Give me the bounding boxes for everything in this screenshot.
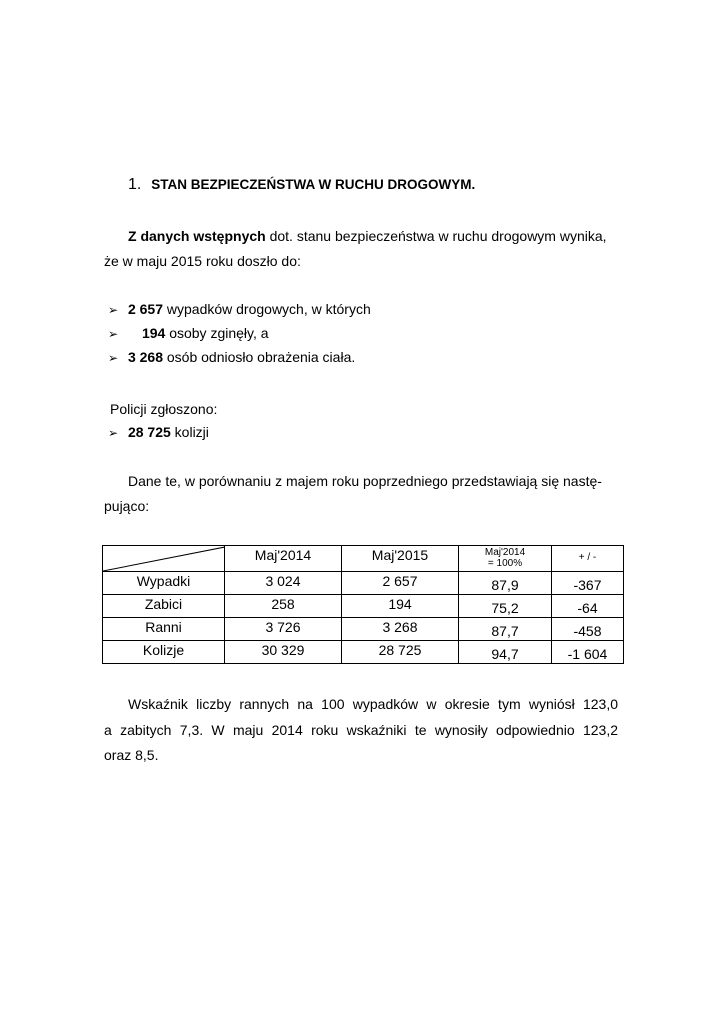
cell-2015: 194 (342, 595, 459, 618)
cell-diff: -458 (552, 618, 624, 641)
intro-line-1 (128, 224, 607, 248)
header-may-2014: Maj'2014 (225, 546, 342, 572)
table-row (103, 572, 624, 595)
cell-2014: 3 024 (225, 572, 342, 595)
row-label: Kolizje (103, 641, 225, 664)
stat-text: osób odniosło obrażenia ciała. (163, 349, 356, 365)
intro-line-1-rest: dot. stanu bezpieczeństwa w ruchu drogowym wynika, (265, 228, 607, 244)
summary-line-2: a zabitych 7,3. W maju 2014 roku wskaźniki te wynosiły odpowiednio 123,2 (104, 722, 618, 738)
header-may-2015: Maj'2015 (342, 546, 459, 572)
stat-value: 3 268 (127, 349, 163, 365)
diagonal-header-cell (103, 546, 225, 572)
cell-percent: 75,2 (459, 595, 552, 618)
heading-text: STAN BEZPIECZEŃSTWA W RUCHU DROGOWYM. (151, 177, 476, 192)
stat-value: 2 657 (127, 301, 163, 317)
table-row (103, 641, 624, 664)
cell-diff: -1 604 (552, 641, 624, 664)
cell-percent: 94,7 (459, 641, 552, 664)
comparison-line-2: pująco: (104, 498, 150, 514)
cell-2014: 258 (225, 595, 342, 618)
arrow-bullet-icon: ➢ (108, 351, 119, 365)
stat-text: osoby zginęły, a (165, 325, 269, 341)
cell-diff: -64 (552, 595, 624, 618)
header-percent-line-1: Maj'2014 (484, 547, 526, 558)
stat-item-accidents (108, 297, 371, 322)
section-heading (128, 176, 475, 194)
cell-2015: 3 268 (342, 618, 459, 641)
cell-percent: 87,7 (459, 618, 552, 641)
cell-percent: 87,9 (459, 572, 552, 595)
police-label: Policji zgłoszono: (110, 401, 218, 417)
comparison-line-1: Dane te, w porównaniu z majem roku poprzedniego przedstawiają się nastę- (128, 473, 602, 489)
stat-item-killed (108, 321, 269, 346)
police-text: kolizji (170, 424, 209, 440)
header-percent (459, 546, 552, 572)
header-difference: + / - (552, 546, 624, 572)
arrow-bullet-icon: ➢ (108, 327, 119, 341)
intro-line-2: że w maju 2015 roku doszło do: (104, 253, 301, 269)
row-label: Ranni (103, 618, 225, 641)
police-item (108, 420, 209, 445)
row-label: Zabici (103, 595, 225, 618)
cell-2014: 3 726 (225, 618, 342, 641)
intro-bold-lead: Z danych wstępnych (128, 228, 266, 244)
row-label: Wypadki (103, 572, 225, 595)
stat-item-injured (108, 345, 355, 370)
cell-diff: -367 (552, 572, 624, 595)
summary-line-3: oraz 8,5. (104, 747, 159, 763)
cell-2014: 30 329 (225, 641, 342, 664)
table-row (103, 618, 624, 641)
cell-2015: 2 657 (342, 572, 459, 595)
diagonal-line (103, 546, 225, 572)
arrow-bullet-icon: ➢ (108, 303, 119, 317)
stat-value: 194 (141, 325, 166, 341)
table-header-row (103, 546, 624, 572)
table-row (103, 595, 624, 618)
stat-text: wypadków drogowych, w których (163, 301, 371, 317)
heading-number: 1. (128, 176, 142, 193)
arrow-bullet-icon: ➢ (108, 426, 119, 440)
header-percent-line-2: = 100% (487, 558, 523, 569)
comparison-table (102, 545, 624, 664)
police-value: 28 725 (127, 424, 171, 440)
cell-2015: 28 725 (342, 641, 459, 664)
summary-line-1: Wskaźnik liczby rannych na 100 wypadków w okresie tym wyniósł 123,0 (128, 696, 618, 712)
